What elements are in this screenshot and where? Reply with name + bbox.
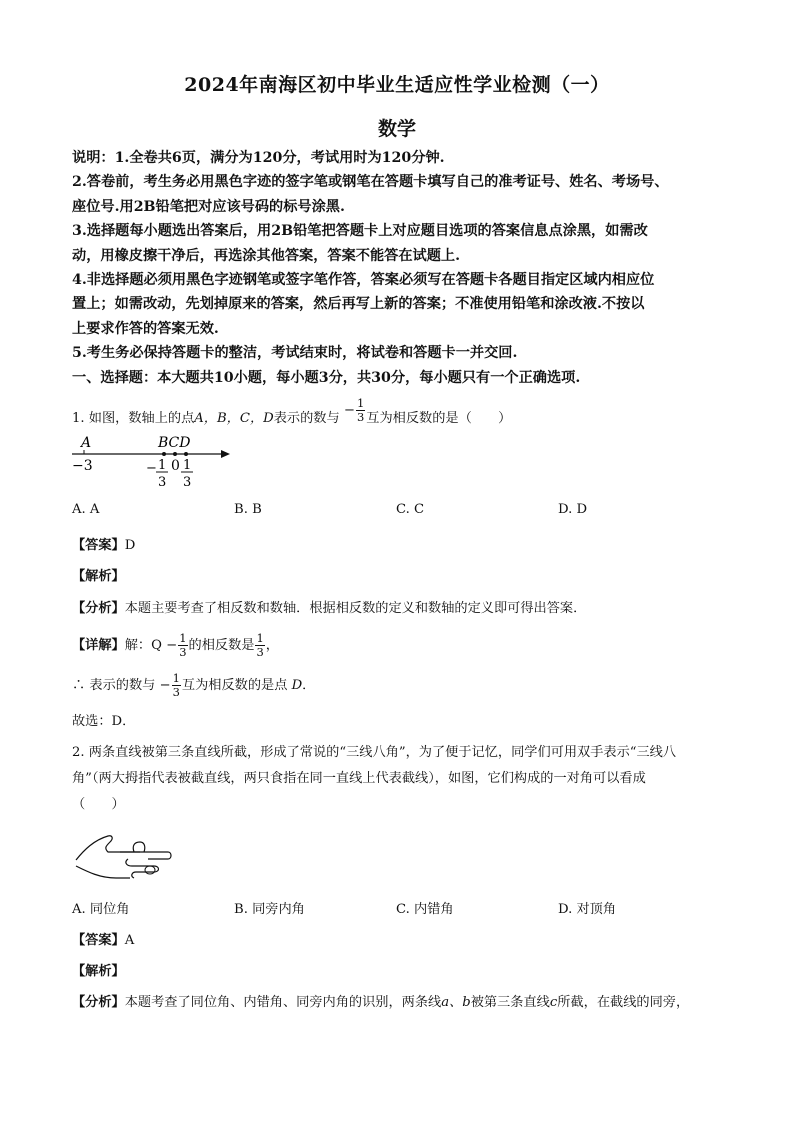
q2-analysis-tag: 【解析】	[72, 964, 125, 979]
tick-label-neg-third-den: 3	[158, 475, 167, 490]
right-hand-fingers	[126, 859, 159, 878]
tick-label-neg-sign: −	[146, 461, 157, 476]
right-hand-thumb	[133, 842, 145, 852]
q1-answer: 【答案】D	[72, 538, 136, 553]
q1-points: A，B，C，D	[194, 411, 274, 426]
section-heading: 一、选择题：本大题共10小题，每小题3分，共30分，每小题只有一个正确选项.	[72, 369, 581, 386]
point-b	[162, 452, 166, 456]
fraction: $\frac{1}{3}$	[179, 631, 187, 659]
hands-figure	[70, 826, 180, 888]
tick-label-third-num: 1	[183, 458, 192, 473]
label-a: A	[81, 435, 92, 451]
left-hand-bottom	[76, 866, 130, 878]
instruction-line: 3.选择题每小题选出答案后，用2B铅笔把答题卡上对应题目选项的答案信息点涂黑，如需改	[72, 223, 648, 240]
q1-fenxi: 【分析】本题主要考查了相反数和数轴．根据相反数的定义和数轴的定义即可得出答案．	[72, 601, 587, 616]
label-bcd: BCD	[158, 435, 191, 451]
q2-stem: 2. 两条直线被第三条直线所截，形成了常说的“三线八角”，为了便于记忆，同学们可用双手表示“三线八 角”（两大拇指代表被截直线，两只食指在同一直线上代表截线），如图，它们构成的一对角可以看成 （ ）	[72, 745, 677, 812]
instruction-line: 动，用橡皮擦干净后，再选涂其他答案，答案不能答在试题上.	[72, 247, 461, 264]
tick-label-third-den: 3	[183, 475, 192, 490]
arrow-icon	[221, 450, 230, 458]
instruction-line: 5.考生务必保持答题卡的整洁，考试结束时，将试卷和答题卡一并交回.	[72, 345, 518, 362]
tick-label-zero: 0	[171, 458, 180, 474]
fraction: $\frac{1}{3}$	[356, 396, 365, 424]
q1-stem: 1. 如图，数轴上的点A，B，C，D表示的数与 − $\frac{1}{3}$ 互为相反数的是（ ）	[72, 396, 512, 426]
q1-option-b[interactable]: B. B	[234, 502, 262, 517]
tick-label-neg3: −3	[72, 458, 93, 474]
instruction-line: 上要求作答的答案无效.	[72, 320, 219, 337]
exam-subject: 数学	[377, 118, 416, 140]
q2-option-b[interactable]: B. 同旁内角	[234, 902, 305, 917]
instruction-line: 4.非选择题必须用黑色字迹钢笔或签字笔作答，答案必须写在答题卡各题目指定区域内相应位	[72, 272, 655, 289]
q1-option-a[interactable]: A. A	[72, 502, 100, 517]
q2-option-d[interactable]: D. 对顶角	[558, 902, 617, 917]
q1-xiangjie: 【详解】解：Q − $\frac{1}{3}$ 的相反数是 $\frac{1}{3}$ ，	[72, 631, 279, 659]
q2-fenxi: 【分析】本题考查了同位角、内错角、同旁内角的识别，两条线a、b被第三条直线c所截，在截线的同旁，	[72, 995, 690, 1010]
instruction-line: 说明：1.全卷共6页，满分为120分，考试用时为120分钟.	[72, 150, 445, 166]
q2-answer: 【答案】A	[72, 933, 135, 948]
left-hand-outline	[76, 836, 140, 860]
fraction: $\frac{1}{3}$	[172, 671, 180, 699]
q1-option-c[interactable]: C. C	[396, 502, 425, 517]
instruction-line: 2.答卷前，考生务必用黑色字迹的签字笔或钢笔在答题卡填写自己的准考证号、姓名、考场号、	[72, 174, 669, 191]
instruction-line: 置上；如需改动，先划掉原来的答案，然后再写上新的答案；不准使用铅笔和涂改液.不按以	[72, 296, 645, 313]
q1-choose: 故选：D．	[72, 714, 136, 729]
instruction-line: 座位号.用2B铅笔把对应该号码的标号涂黑.	[72, 198, 345, 215]
number-line-figure	[70, 430, 240, 494]
q1-option-d[interactable]: D. D	[558, 502, 588, 517]
q1-analysis-tag: 【解析】	[72, 569, 125, 584]
tick-label-neg-third-num: 1	[158, 458, 167, 473]
q2-option-a[interactable]: A. 同位角	[72, 902, 130, 917]
right-hand-outline	[120, 852, 171, 859]
fraction: $\frac{1}{3}$	[256, 631, 264, 659]
point-d	[184, 452, 188, 456]
q1-therefore: ∴ 表示的数与 − $\frac{1}{3}$ 互为相反数的是点 D．	[72, 671, 316, 699]
point-c	[173, 452, 177, 456]
q2-option-c[interactable]: C. 内错角	[396, 902, 454, 917]
exam-title: 2024年南海区初中毕业生适应性学业检测（一）	[184, 74, 610, 96]
knuckle	[145, 866, 155, 874]
instructions	[72, 146, 724, 390]
